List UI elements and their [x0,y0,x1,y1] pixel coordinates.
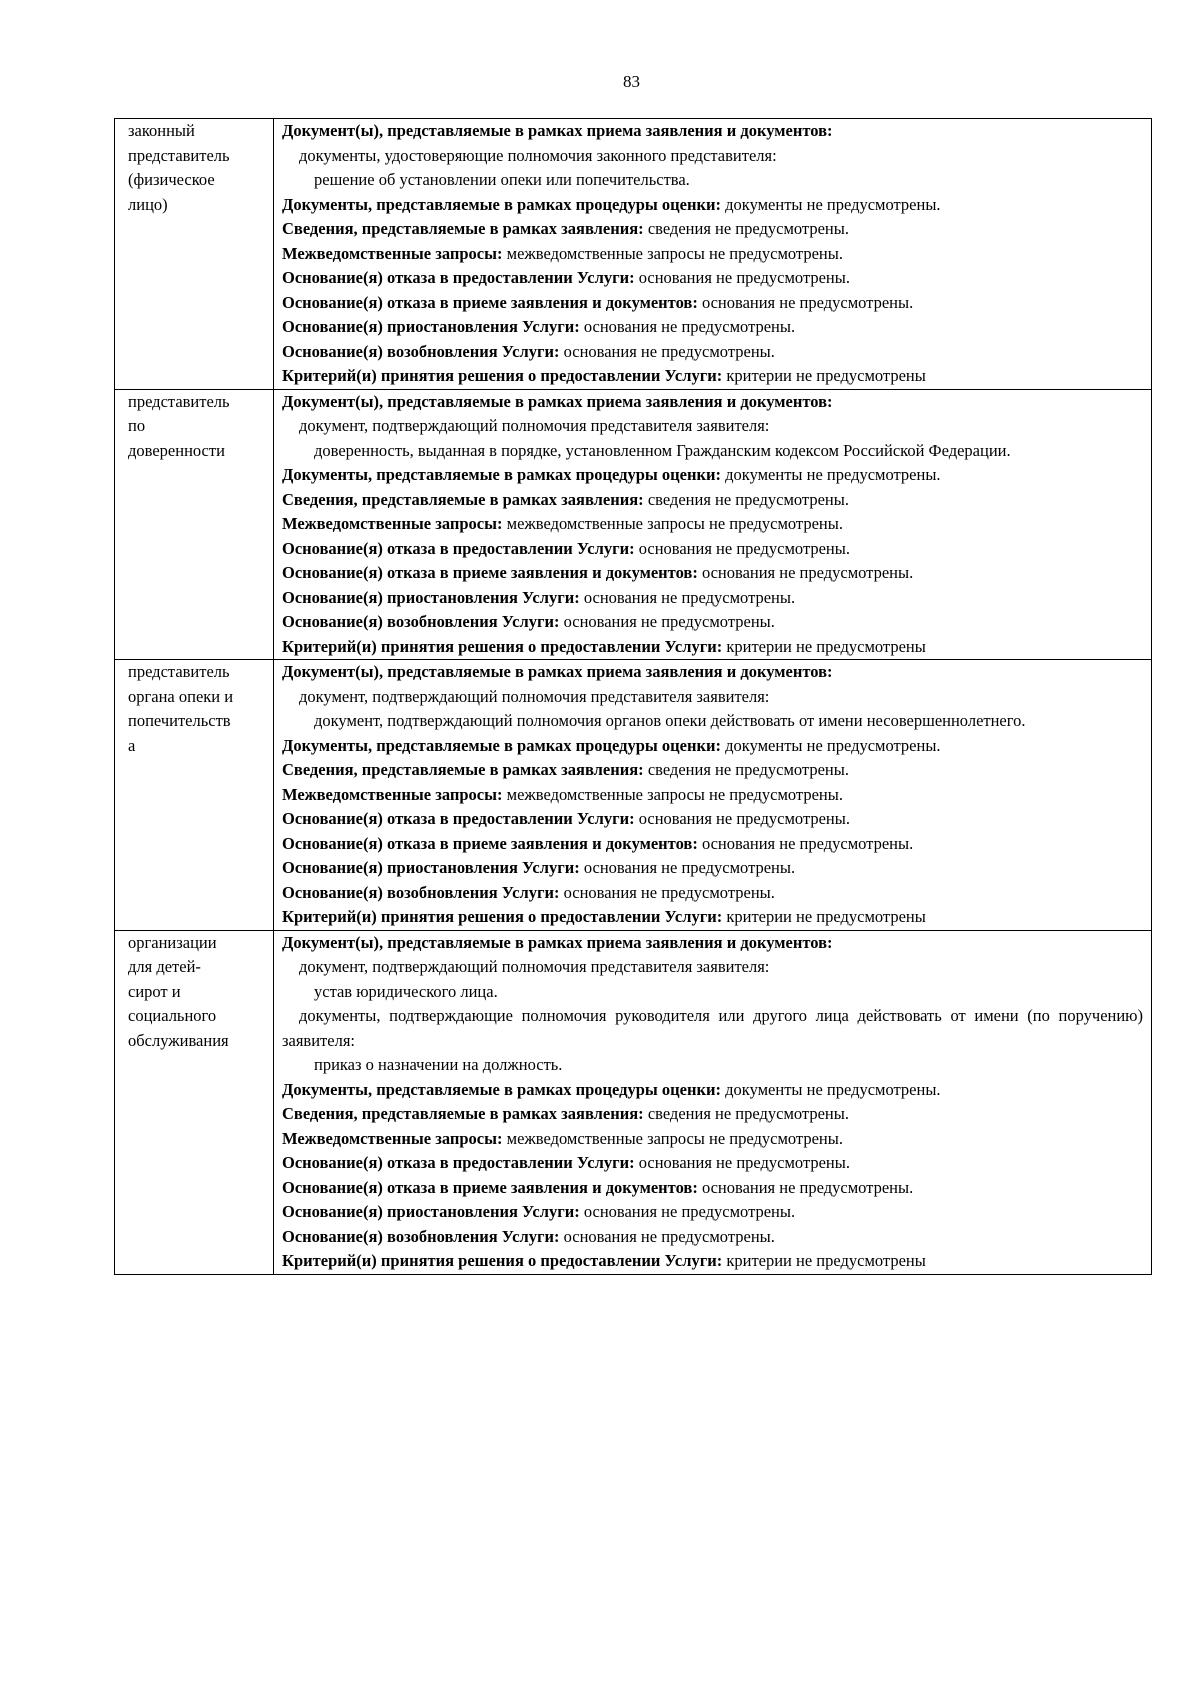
requirement-line [282,783,1143,808]
requirement-label: Основание(я) отказа в приеме заявления и документов: [282,563,698,582]
applicant-category-line: организации [128,932,217,952]
requirement-line [282,807,1143,832]
requirement-label: Критерий(и) принятия решения о предоставлении Услуги: [282,366,723,385]
requirement-value: основания не предусмотрены. [634,1153,850,1172]
requirement-line [282,586,1143,611]
requirement-label: Межведомственные запросы: [282,1128,503,1148]
requirement-value: основания не предусмотрены. [634,809,850,828]
requirement-label: Критерий(и) принятия решения о предоставлении Услуги: [282,1251,723,1270]
requirement-label: Основание(я) отказа в предоставлении Услуги: [282,538,635,558]
applicant-category-line: представитель [128,662,230,681]
requirement-line [282,340,1143,365]
requirement-label: Основание(я) возобновления Услуги: [282,1226,560,1246]
applicant-category-cell [115,930,274,1274]
requirement-line [282,193,1143,218]
requirement-line [282,364,1143,389]
applicant-category-line: представитель [128,391,230,411]
section-heading [282,931,1143,956]
requirement-line [282,266,1143,291]
document-item [282,1004,1143,1053]
requirement-label: Сведения, представляемые в рамках заявления: [282,760,644,779]
requirement-label: Критерий(и) принятия решения о предоставлении Услуги: [282,636,723,656]
requirement-label: Сведения, представляемые в рамках заявления: [282,219,644,238]
requirement-label: Документ(ы), представляемые в рамках приема заявления и документов: [282,121,833,140]
requirement-label: Межведомственные запросы: [282,243,503,263]
requirements-cell [274,930,1152,1274]
requirement-line [282,734,1143,759]
requirement-label: Документы, представляемые в рамках процедуры оценки: [282,1079,722,1099]
requirement-value: сведения не предусмотрены. [643,219,849,238]
applicant-category-line: лицо) [128,194,168,214]
applicant-category-line: обслуживания [128,1030,229,1050]
requirement-value: документ, подтверждающий полномочия представителя заявителя: [299,416,770,435]
requirement-label: Основание(я) приостановления Услуги: [282,587,580,607]
requirement-line [282,905,1143,930]
requirement-value: решение об установлении опеки или попечительства. [314,170,690,189]
requirement-line [282,488,1143,513]
applicant-category-line: а [128,735,136,755]
requirement-line [282,758,1143,783]
document-subitem [282,980,1143,1005]
requirement-value: основания не предусмотрены. [559,341,775,361]
document-subitem [282,1053,1143,1078]
requirement-value: основания не предусмотрены. [634,538,850,558]
requirement-value: критерии не предусмотрены [722,636,926,656]
document-item [282,685,1143,710]
document-subitem [282,439,1143,464]
requirements-cell [274,660,1152,931]
applicant-category-cell [115,389,274,660]
requirement-value: основания не предусмотрены. [559,882,775,902]
section-heading [282,660,1143,685]
requirement-label: Основание(я) возобновления Услуги: [282,612,560,631]
requirement-label: Документ(ы), представляемые в рамках приема заявления и документов: [282,932,833,952]
requirement-value: документы, удостоверяющие полномочия законного представителя: [299,145,777,165]
requirement-label: Основание(я) возобновления Услуги: [282,341,560,361]
requirement-label: Документы, представляемые в рамках процедуры оценки: [282,465,722,484]
requirement-value: основания не предусмотрены. [579,858,796,877]
requirement-line [282,1151,1143,1176]
requirement-value: сведения не предусмотрены. [643,1104,849,1123]
requirement-value: основания не предусмотрены. [559,612,775,631]
section-heading [282,119,1143,144]
requirement-value: критерии не предусмотрены [722,366,926,385]
requirement-line [282,1127,1143,1152]
document-subitem [282,709,1143,734]
document-subitem [282,168,1143,193]
requirement-value: документы не предусмотрены. [721,735,941,755]
requirement-value: документ, подтверждающий полномочия органов опеки действовать от имени несовершеннолетнего. [314,711,1026,730]
requirement-label: Документ(ы), представляемые в рамках приема заявления и документов: [282,662,833,681]
requirement-line [282,242,1143,267]
requirement-label: Документы, представляемые в рамках процедуры оценки: [282,735,722,755]
table-row [115,389,1152,660]
requirement-label: Основание(я) приостановления Услуги: [282,858,580,877]
applicant-category-cell [115,119,274,390]
requirement-value: основания не предусмотрены. [697,833,914,853]
requirement-value: основания не предусмотрены. [697,292,914,312]
applicant-category-line: (физическое [128,170,215,189]
requirement-label: Основание(я) отказа в предоставлении Услуги: [282,268,635,287]
applicant-category-line: попечительств [128,711,231,730]
applicant-category-line: представитель [128,145,230,165]
requirement-value: сведения не предусмотрены. [643,760,849,779]
requirement-value: критерии не предусмотрены [722,907,926,926]
requirement-value: приказ о назначении на должность. [314,1055,563,1074]
requirement-line [282,832,1143,857]
requirement-label: Критерий(и) принятия решения о предоставлении Услуги: [282,907,723,926]
requirement-line [282,217,1143,242]
applicant-category-line: сирот и [128,981,181,1001]
applicant-category-line: доверенности [128,440,225,460]
requirement-value: межведомственные запросы не предусмотрены. [502,514,843,533]
requirement-line [282,512,1143,537]
requirement-line [282,1200,1143,1225]
requirement-value: документ, подтверждающий полномочия представителя заявителя: [299,957,770,976]
document-item [282,955,1143,980]
requirement-label: Сведения, представляемые в рамках заявления: [282,1104,644,1123]
requirement-label: Основание(я) возобновления Услуги: [282,882,560,902]
requirement-line [282,1102,1143,1127]
requirement-value: основания не предусмотрены. [579,1202,796,1221]
page-number: 83 [623,72,640,91]
requirement-value: межведомственные запросы не предусмотрены. [502,784,843,804]
applicant-category-line: органа опеки и [128,686,234,706]
applicant-category-line: для детей- [128,957,201,976]
requirement-line [282,1225,1143,1250]
requirement-value: документ, подтверждающий полномочия представителя заявителя: [299,686,770,706]
requirement-value: межведомственные запросы не предусмотрены. [502,243,843,263]
requirement-label: Сведения, представляемые в рамках заявления: [282,489,644,509]
requirement-line [282,856,1143,881]
requirement-line [282,1078,1143,1103]
applicant-category-line: законный [128,121,195,140]
requirement-line [282,1176,1143,1201]
requirement-value: сведения не предусмотрены. [643,489,849,509]
requirement-label: Документы, представляемые в рамках процедуры оценки: [282,194,722,214]
requirement-value: основания не предусмотрены. [697,1177,914,1197]
requirement-line [282,1249,1143,1274]
document-item [282,414,1143,439]
requirement-label: Межведомственные запросы: [282,784,503,804]
requirement-line [282,291,1143,316]
document-item [282,144,1143,169]
requirement-label: Основание(я) отказа в предоставлении Услуги: [282,1153,635,1172]
requirement-value: основания не предусмотрены. [559,1226,775,1246]
requirement-value: основания не предусмотрены. [579,587,796,607]
requirement-label: Основание(я) отказа в приеме заявления и документов: [282,833,698,853]
requirement-value: межведомственные запросы не предусмотрены. [502,1128,843,1148]
requirement-line [282,537,1143,562]
table-row [115,119,1152,390]
requirement-line [282,561,1143,586]
requirement-value: документы не предусмотрены. [721,194,941,214]
requirement-value: основания не предусмотрены. [697,563,914,582]
applicant-category-cell [115,660,274,931]
requirements-table [114,118,1152,1275]
requirement-label: Документ(ы), представляемые в рамках приема заявления и документов: [282,391,833,411]
requirements-cell [274,389,1152,660]
requirement-line [282,610,1143,635]
requirement-label: Основание(я) приостановления Услуги: [282,1202,580,1221]
requirement-label: Межведомственные запросы: [282,514,503,533]
section-heading [282,390,1143,415]
requirement-line [282,463,1143,488]
applicant-category-line: по [128,416,146,435]
requirement-value: основания не предусмотрены. [579,317,796,336]
requirement-label: Основание(я) приостановления Услуги: [282,317,580,336]
requirement-value: документы не предусмотрены. [721,1079,941,1099]
requirement-line [282,881,1143,906]
requirement-value: устав юридического лица. [314,981,498,1001]
requirement-value: критерии не предусмотрены [722,1251,926,1270]
requirement-label: Основание(я) отказа в предоставлении Услуги: [282,809,635,828]
table-row [115,660,1152,931]
requirement-line [282,635,1143,660]
requirement-value: основания не предусмотрены. [634,268,850,287]
requirement-value: документы, подтверждающие полномочия руководителя или другого лица действовать от имени (по поручению) заявителя: [282,1006,1143,1050]
requirement-value: документы не предусмотрены. [721,465,941,484]
requirement-value: доверенность, выданная в порядке, установленном Гражданским кодексом Российской Федерации. [314,440,1011,460]
requirement-line [282,315,1143,340]
requirement-label: Основание(я) отказа в приеме заявления и документов: [282,292,698,312]
applicant-category-line: социального [128,1006,217,1025]
requirements-cell [274,119,1152,390]
requirement-label: Основание(я) отказа в приеме заявления и документов: [282,1177,698,1197]
table-row [115,930,1152,1274]
